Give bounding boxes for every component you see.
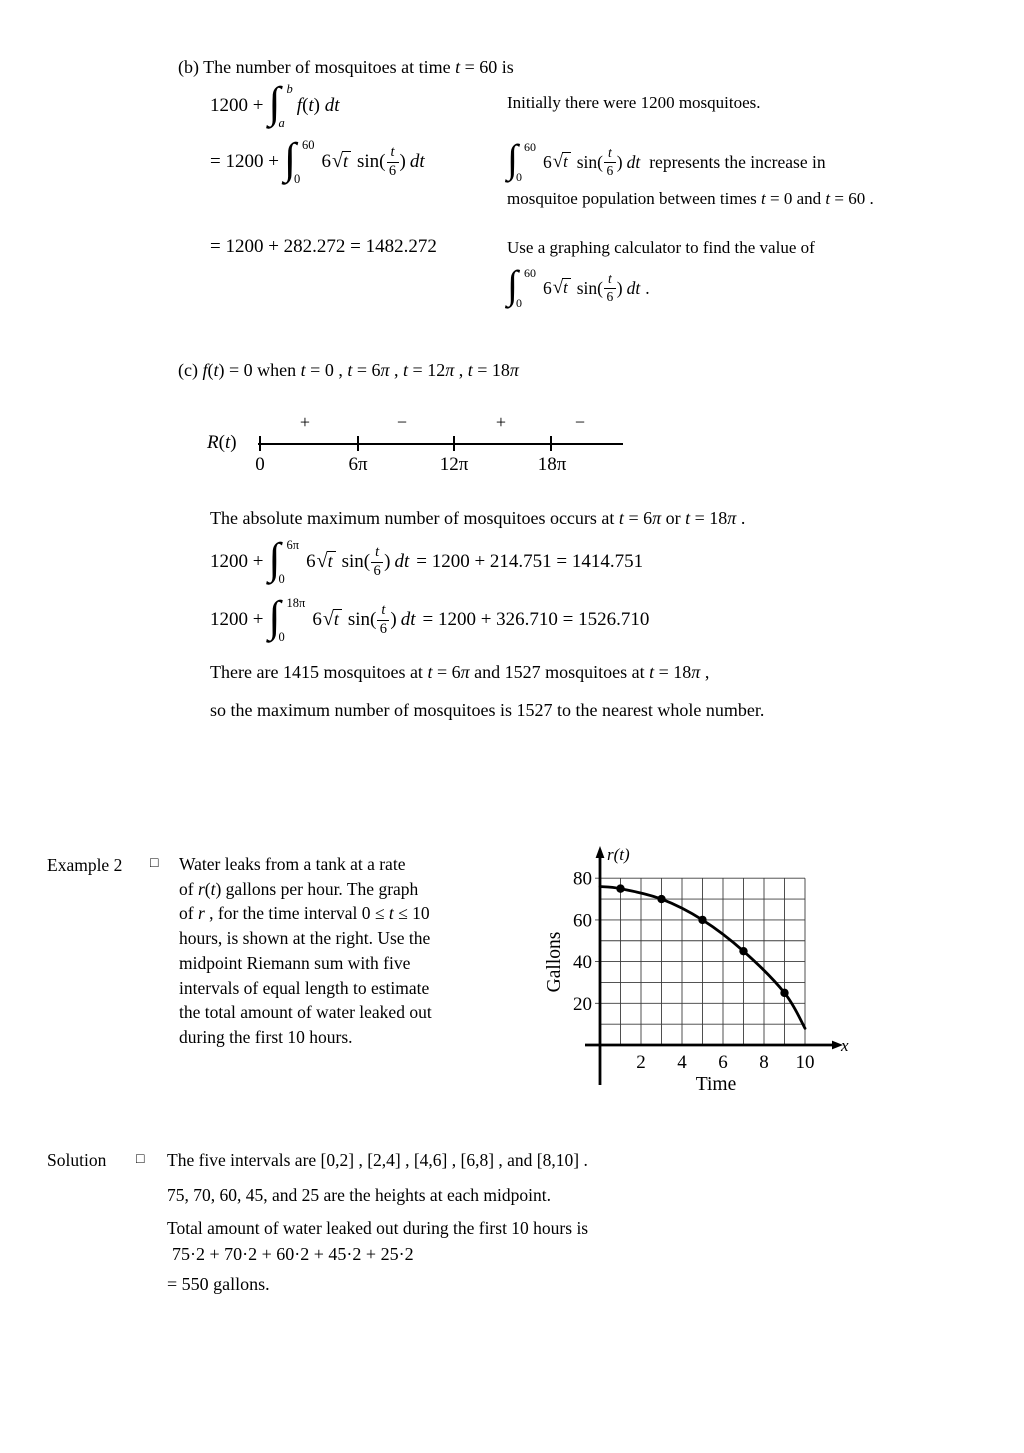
annotation-initial: Initially there were 1200 mosquitoes. (507, 93, 761, 112)
fraction-denominator: 6 (606, 162, 614, 178)
close-paren: ) (616, 151, 623, 172)
fraction (604, 145, 616, 178)
integral-upper-bound: 60 (523, 140, 536, 154)
integrand (312, 602, 415, 638)
fraction-numerator: t (604, 145, 616, 162)
tick-label: 6π (348, 454, 368, 475)
radical-sign: √ (552, 276, 564, 298)
integrand (543, 271, 640, 304)
equation-b3 (210, 236, 437, 258)
example2-text-line: Water leaks from a tank at a rate (179, 854, 406, 874)
integral (268, 592, 306, 644)
integral-upper-bound: 60 (302, 138, 315, 152)
svg-text:8: 8 (759, 1052, 769, 1073)
integrand (322, 144, 425, 180)
square-root (553, 152, 571, 172)
equation-c2 (210, 594, 649, 646)
equation-b1 (210, 78, 340, 131)
solution-line: Total amount of water leaked out during the first 10 hours is (167, 1218, 589, 1238)
coefficient: 6 (312, 609, 322, 630)
coefficient: 6 (321, 151, 331, 172)
tick-mark (357, 436, 359, 451)
example2-text-line: of r(t) gallons per hour. The graph (179, 878, 419, 899)
svg-text:80: 80 (573, 868, 592, 890)
sqrt-argument: t (562, 152, 571, 172)
coefficient: 6 (306, 551, 316, 572)
sign-chart-label: R(t) (207, 432, 237, 453)
abs-max-statement: The absolute maximum number of mosquitoes occurs at t = 6π or t = 18π . (210, 508, 746, 528)
integral (507, 136, 536, 184)
annotation-calculator: Use a graphing calculator to find the value of (507, 238, 815, 257)
sqrt-argument: t (327, 551, 336, 573)
fraction (371, 544, 383, 580)
dt-differential: dt (400, 609, 416, 630)
sign-plus: + (495, 412, 507, 432)
integral-lower-bound: 0 (515, 170, 522, 184)
solution-line: 75, 70, 60, 45, and 25 are the heights at each midpoint. (167, 1185, 551, 1205)
close-paren: ) (399, 151, 406, 172)
svg-text:r(t): r(t) (607, 845, 630, 864)
example2-text-line: hours, is shown at the right. Use the (179, 928, 431, 949)
equation-prefix: 1200 + (210, 609, 264, 630)
number-line (258, 443, 623, 445)
fraction-denominator: 6 (606, 288, 614, 304)
integral-upper-bound: 18π (286, 596, 306, 610)
dt-differential: dt (409, 151, 425, 172)
fraction (387, 144, 399, 180)
integral-sign: ∫ (507, 262, 518, 307)
tick-label: 18π (537, 454, 567, 475)
fraction-denominator: 6 (379, 620, 387, 637)
conclusion-line2: so the maximum number of mosquitoes is 1527 to the nearest whole number. (210, 700, 765, 720)
square-root (332, 151, 351, 173)
integral (283, 134, 315, 186)
close-paren: ) (384, 551, 391, 572)
integral (268, 78, 293, 130)
equation-result: = 1200 + 326.710 = 1526.710 (422, 609, 650, 630)
example2-text-line: of r , for the time interval 0 ≤ t ≤ 10 (179, 903, 430, 924)
sign-minus: − (396, 412, 408, 432)
svg-text:Time: Time (695, 1074, 737, 1095)
period: . (645, 277, 650, 298)
integrand (306, 544, 409, 580)
integral-sign: ∫ (268, 78, 281, 127)
svg-text:2: 2 (636, 1052, 646, 1073)
fraction (604, 271, 616, 304)
sign-minus: − (574, 412, 586, 432)
integrand-text: f(t) dt (296, 95, 340, 116)
svg-text:10: 10 (795, 1052, 815, 1073)
annotation-increase: represents the increase in (649, 151, 826, 172)
tick-label: 0 (255, 454, 265, 475)
fraction-denominator: 6 (373, 562, 381, 579)
svg-text:Gallons: Gallons (544, 931, 565, 993)
rate-graph (530, 838, 862, 1110)
part-b-heading: (b) The number of mosquitoes at time t = 60 is (178, 57, 514, 77)
svg-text:20: 20 (573, 993, 592, 1015)
sin-function: sin( (357, 151, 386, 172)
fraction-numerator: t (371, 544, 383, 562)
integral-upper-bound: 60 (523, 266, 536, 280)
radical-sign: √ (552, 150, 564, 172)
annotation-population: mosquitoe population between times t = 0 and t = 60 . (507, 189, 874, 208)
integral-lower-bound: 0 (515, 296, 522, 310)
sign-plus: + (299, 412, 311, 432)
integral-upper-bound: b (286, 82, 293, 96)
integral (268, 534, 300, 586)
equation-prefix: = 1200 + (210, 151, 279, 172)
solution-line: = 550 gallons. (167, 1274, 270, 1294)
square-bullet-icon: □ (150, 856, 159, 871)
integral-lower-bound: 0 (278, 629, 285, 644)
integral-lower-bound: a (278, 115, 285, 130)
annotation-integral-row2 (507, 262, 650, 314)
example2-text-line: intervals of equal length to estimate (179, 977, 430, 998)
equation-c1 (210, 536, 643, 588)
integral-sign: ∫ (283, 134, 296, 183)
example2-text-line: midpoint Riemann sum with five (179, 952, 411, 973)
svg-text:60: 60 (573, 910, 592, 932)
integral (507, 262, 536, 310)
fraction-numerator: t (604, 271, 616, 288)
equation-b2 (210, 136, 425, 188)
fraction-denominator: 6 (388, 162, 397, 179)
coefficient: 6 (542, 151, 552, 172)
example2-text-line: during the first 10 hours. (179, 1026, 353, 1047)
sign-chart (205, 407, 637, 487)
radical-sign: √ (316, 550, 328, 573)
integral-lower-bound: 0 (294, 171, 301, 186)
square-bullet-icon: □ (136, 1152, 145, 1167)
equation-prefix: 1200 + (210, 95, 264, 116)
tick-label: 12π (439, 454, 469, 475)
square-root (553, 278, 571, 298)
radical-sign: √ (322, 608, 334, 631)
dt-differential: dt (626, 277, 641, 298)
conclusion-line1: There are 1415 mosquitoes at t = 6π and 1527 mosquitoes at t = 18π , (210, 662, 710, 682)
integrand (543, 145, 640, 178)
close-paren: ) (616, 277, 623, 298)
tick-mark (453, 436, 455, 451)
fraction (377, 602, 389, 638)
tick-mark (259, 436, 261, 451)
equation-result: = 1200 + 282.272 = 1482.272 (210, 236, 437, 257)
sin-function: sin( (576, 277, 603, 298)
svg-text:6: 6 (718, 1052, 728, 1073)
solution-line: The five intervals are [0,2] , [2,4] , [4,6] , [6,8] , and [8,10] . (167, 1150, 588, 1170)
integral-sign: ∫ (507, 136, 518, 181)
square-root (323, 609, 342, 631)
example2-text-line: the total amount of water leaked out (179, 1002, 432, 1023)
example2-text (179, 852, 432, 1050)
integral-sign: ∫ (268, 592, 281, 641)
svg-text:x: x (841, 1036, 849, 1055)
equation-result: = 1200 + 214.751 = 1414.751 (416, 551, 644, 572)
integral-sign: ∫ (268, 534, 281, 583)
annotation-integral-row (507, 136, 826, 188)
close-paren: ) (390, 609, 397, 630)
svg-text:40: 40 (573, 952, 592, 974)
dt-differential: dt (626, 151, 641, 172)
fraction-numerator: t (387, 144, 399, 162)
solution-line: 75·2 + 70·2 + 60·2 + 45·2 + 25·2 (172, 1244, 414, 1264)
coefficient: 6 (542, 277, 552, 298)
equation-prefix: 1200 + (210, 551, 264, 572)
dt-differential: dt (394, 551, 410, 572)
integral-lower-bound: 0 (278, 571, 285, 586)
solution-label: Solution (47, 1150, 107, 1170)
svg-text:4: 4 (677, 1052, 687, 1073)
sin-function: sin( (341, 551, 371, 572)
part-c-heading: (c) f(t) = 0 when t = 0 , t = 6π , t = 12π , t = 18π (178, 360, 519, 380)
tick-mark (550, 436, 552, 451)
sqrt-argument: t (342, 151, 351, 173)
example2-label: Example 2 (47, 855, 123, 875)
integral-upper-bound: 6π (286, 538, 300, 552)
sin-function: sin( (347, 609, 377, 630)
sin-function: sin( (576, 151, 603, 172)
square-root (317, 551, 336, 573)
radical-sign: √ (332, 150, 343, 173)
sqrt-argument: t (562, 278, 571, 298)
fraction-numerator: t (377, 602, 389, 620)
sqrt-argument: t (333, 609, 342, 631)
